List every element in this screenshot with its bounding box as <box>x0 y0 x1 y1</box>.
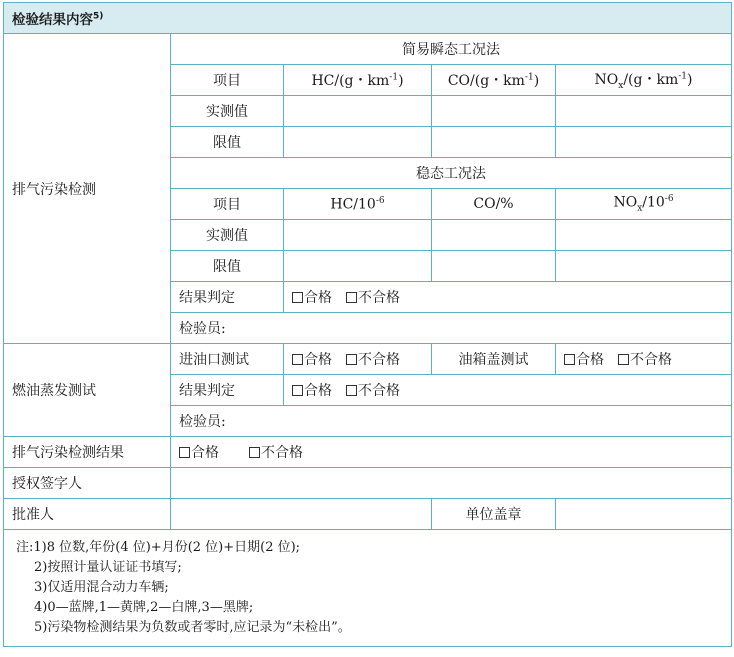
method2-nox-limit-field[interactable] <box>556 251 732 282</box>
method2-co-measured-field[interactable] <box>432 220 556 251</box>
stamp-field[interactable] <box>556 499 732 530</box>
overall-pass-checkbox[interactable]: 合格 <box>179 442 219 462</box>
method1-co-measured-field[interactable] <box>432 96 556 127</box>
checkbox-icon <box>292 354 303 365</box>
overall-result-label: 排气污染检测结果 <box>4 437 171 468</box>
inlet-test-label: 进油口测试 <box>171 344 284 375</box>
inspection-form <box>3 2 731 647</box>
method1-co-limit-field[interactable] <box>432 127 556 158</box>
checkbox-icon <box>346 385 357 396</box>
method1-limit-label: 限值 <box>171 127 284 158</box>
exhaust-inspector-field[interactable]: 检验员: <box>171 313 732 344</box>
stamp-label: 单位盖章 <box>432 499 556 530</box>
cap-pass-checkbox[interactable]: 合格 <box>564 349 604 369</box>
approver-field[interactable] <box>171 499 432 530</box>
method1-nox-limit-field[interactable] <box>556 127 732 158</box>
method1-col-nox: $NO_x/(g$・$km^{-1}$) <box>556 65 732 96</box>
method2-limit-label: 限值 <box>171 251 284 282</box>
exhaust-judgement-options <box>284 282 732 313</box>
inlet-test-options <box>284 344 432 375</box>
method2-hc-limit-field[interactable] <box>284 251 432 282</box>
notes-section <box>4 530 732 647</box>
method1-item-label: 项目 <box>171 65 284 96</box>
inlet-pass-checkbox[interactable]: 合格 <box>292 349 332 369</box>
note-line: 5)污染物检测结果为负数或者零时,应记录为“未检出”。 <box>34 620 351 635</box>
table-title <box>4 3 732 34</box>
note-line: 4)0—蓝牌,1—黄牌,2—白牌,3—黑牌; <box>34 600 254 615</box>
note-line: 3)仅适用混合动力车辆; <box>34 580 169 595</box>
evap-judgement-label: 结果判定 <box>171 375 284 406</box>
method2-col-hc: $HC/10^{-6}$ <box>284 189 432 220</box>
method1-col-co: CO/(g・$km^{-1}$) <box>432 65 556 96</box>
method1-hc-limit-field[interactable] <box>284 127 432 158</box>
evap-section-label: 燃油蒸发测试 <box>4 344 171 437</box>
table-title-text: 检验结果内容 <box>12 12 93 28</box>
method1-nox-measured-field[interactable] <box>556 96 732 127</box>
method1-hc-measured-field[interactable] <box>284 96 432 127</box>
signer-label: 授权签字人 <box>4 468 171 499</box>
checkbox-icon <box>249 447 260 458</box>
checkbox-icon <box>346 354 357 365</box>
method1-col-hc: HC/(g・$km^{-1}$) <box>284 65 432 96</box>
inlet-fail-checkbox[interactable]: 不合格 <box>346 349 400 369</box>
checkbox-icon <box>292 292 303 303</box>
exhaust-pass-checkbox[interactable]: 合格 <box>292 287 332 307</box>
overall-result-options <box>171 437 732 468</box>
checkbox-icon <box>179 447 190 458</box>
method2-name: 稳态工况法 <box>171 158 732 189</box>
inspection-results-table <box>3 2 732 647</box>
method2-hc-measured-field[interactable] <box>284 220 432 251</box>
checkbox-icon <box>292 385 303 396</box>
exhaust-section-label: 排气污染检测 <box>4 34 171 344</box>
method2-co-limit-field[interactable] <box>432 251 556 282</box>
cap-fail-checkbox[interactable]: 不合格 <box>618 349 672 369</box>
overall-fail-checkbox[interactable]: 不合格 <box>249 442 303 462</box>
approver-label: 批准人 <box>4 499 171 530</box>
exhaust-judgement-label: 结果判定 <box>171 282 284 313</box>
method2-col-co: CO/% <box>432 189 556 220</box>
note-line: 2)按照计量认证证书填写; <box>34 560 182 575</box>
method1-measured-label: 实测值 <box>171 96 284 127</box>
method2-col-nox: $NO_x/10^{-6}$ <box>556 189 732 220</box>
method2-nox-measured-field[interactable] <box>556 220 732 251</box>
evap-pass-checkbox[interactable]: 合格 <box>292 380 332 400</box>
evap-judgement-options <box>284 375 732 406</box>
exhaust-fail-checkbox[interactable]: 不合格 <box>346 287 400 307</box>
cap-test-label: 油箱盖测试 <box>432 344 556 375</box>
method2-item-label: 项目 <box>171 189 284 220</box>
evap-fail-checkbox[interactable]: 不合格 <box>346 380 400 400</box>
method1-name: 简易瞬态工况法 <box>171 34 732 65</box>
cap-test-options <box>556 344 732 375</box>
method2-measured-label: 实测值 <box>171 220 284 251</box>
checkbox-icon <box>618 354 629 365</box>
title-footnote-mark: 5) <box>93 11 104 22</box>
signer-field[interactable] <box>171 468 732 499</box>
checkbox-icon <box>346 292 357 303</box>
evap-inspector-field[interactable]: 检验员: <box>171 406 732 437</box>
checkbox-icon <box>564 354 575 365</box>
note-line: 注:1)8 位数,年份(4 位)+月份(2 位)+日期(2 位); <box>16 540 301 555</box>
